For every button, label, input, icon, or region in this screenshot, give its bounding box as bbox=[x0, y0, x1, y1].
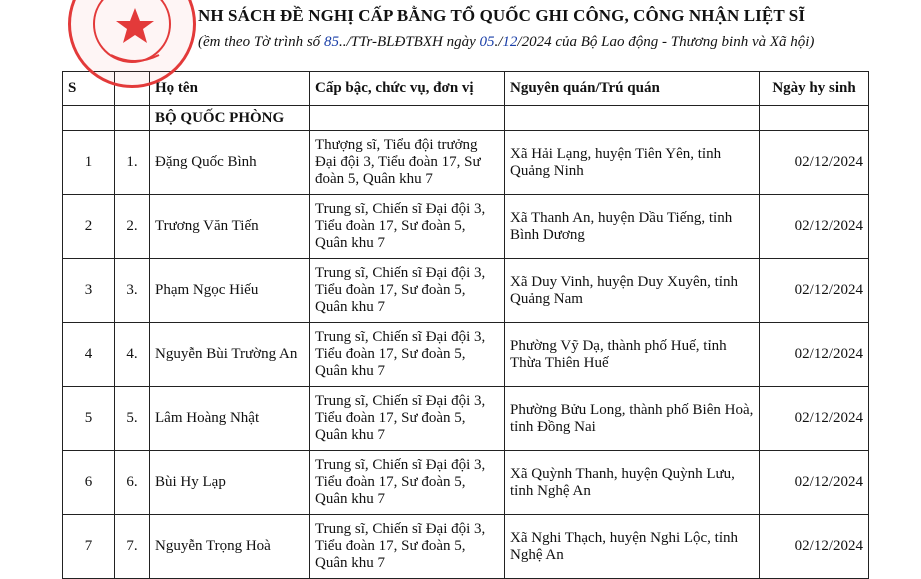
cell-rank: Trung sĩ, Chiến sĩ Đại đội 3, Tiểu đoàn 17, Sư đoàn 5, Quân khu 7 bbox=[310, 259, 505, 323]
cell-name: Lâm Hoàng Nhật bbox=[150, 387, 310, 451]
list-table bbox=[62, 71, 869, 579]
group-cell-date bbox=[760, 106, 869, 131]
cell-date: 02/12/2024 bbox=[760, 323, 869, 387]
handwritten-month: 12 bbox=[502, 34, 518, 50]
cell-origin: Xã Hải Lạng, huyện Tiên Yên, tỉnh Quảng Ninh bbox=[505, 131, 760, 195]
cell-no: 2. bbox=[115, 195, 150, 259]
cell-no: 7. bbox=[115, 515, 150, 579]
cell-rank: Trung sĩ, Chiến sĩ Đại đội 3, Tiểu đoàn 17, Sư đoàn 5, Quân khu 7 bbox=[310, 387, 505, 451]
table-row bbox=[63, 131, 869, 195]
cell-no: 5. bbox=[115, 387, 150, 451]
cell-origin: Phường Vỹ Dạ, thành phố Huế, tỉnh Thừa Thiên Huế bbox=[505, 323, 760, 387]
cell-stt: 7 bbox=[63, 515, 115, 579]
cell-name: Đặng Quốc Bình bbox=[150, 131, 310, 195]
table-row bbox=[63, 323, 869, 387]
cell-date: 02/12/2024 bbox=[760, 387, 869, 451]
table-row bbox=[63, 195, 869, 259]
list-table-wrapper bbox=[62, 71, 874, 571]
cell-origin: Xã Quỳnh Thanh, huyện Quỳnh Lưu, tỉnh Nghệ An bbox=[505, 451, 760, 515]
red-seal-stamp bbox=[68, 0, 196, 88]
cell-rank: Trung sĩ, Chiến sĩ Đại đội 3, Tiểu đoàn 17, Sư đoàn 5, Quân khu 7 bbox=[310, 451, 505, 515]
cell-name: Phạm Ngọc Hiếu bbox=[150, 259, 310, 323]
cell-name: Nguyễn Trọng Hoà bbox=[150, 515, 310, 579]
cell-stt: 6 bbox=[63, 451, 115, 515]
seal-star-icon bbox=[71, 0, 199, 91]
cell-stt: 2 bbox=[63, 195, 115, 259]
cell-date: 02/12/2024 bbox=[760, 515, 869, 579]
handwritten-day: 05 bbox=[479, 34, 495, 50]
cell-date: 02/12/2024 bbox=[760, 451, 869, 515]
cell-origin: Xã Nghi Thạch, huyện Nghi Lộc, tỉnh Nghệ An bbox=[505, 515, 760, 579]
cell-origin: Xã Thanh An, huyện Dầu Tiếng, tỉnh Bình Dương bbox=[505, 195, 760, 259]
cell-rank: Trung sĩ, Chiến sĩ Đại đội 3, Tiểu đoàn 17, Sư đoàn 5, Quân khu 7 bbox=[310, 195, 505, 259]
col-header-rank: Cấp bậc, chức vụ, đơn vị bbox=[310, 72, 505, 106]
subtitle-mid: /TTr-BLĐTBXH ngày bbox=[346, 34, 476, 50]
group-row bbox=[63, 106, 869, 131]
group-cell-no bbox=[115, 106, 150, 131]
cell-no: 1. bbox=[115, 131, 150, 195]
group-cell-origin bbox=[505, 106, 760, 131]
table-row bbox=[63, 259, 869, 323]
col-header-date: Ngày hy sinh bbox=[760, 72, 869, 106]
cell-date: 02/12/2024 bbox=[760, 195, 869, 259]
document-subtitle: (ềm theo Tờ trình số 85../TTr-BLĐTBXH ngày 05./12/2024 của Bộ Lao động - Thương binh và Xã hội) bbox=[198, 34, 815, 50]
document-title: NH SÁCH ĐỀ NGHỊ CẤP BẰNG TỔ QUỐC GHI CÔNG, CÔNG NHẬN LIỆT SĨ bbox=[198, 6, 806, 25]
cell-date: 02/12/2024 bbox=[760, 259, 869, 323]
cell-origin: Phường Bửu Long, thành phố Biên Hoà, tỉnh Đồng Nai bbox=[505, 387, 760, 451]
cell-stt: 3 bbox=[63, 259, 115, 323]
cell-rank: Trung sĩ, Chiến sĩ Đại đội 3, Tiểu đoàn 17, Sư đoàn 5, Quân khu 7 bbox=[310, 515, 505, 579]
cell-date: 02/12/2024 bbox=[760, 131, 869, 195]
col-header-stt: S bbox=[63, 72, 115, 106]
cell-name: Nguyễn Bùi Trường An bbox=[150, 323, 310, 387]
cell-name: Trương Văn Tiến bbox=[150, 195, 310, 259]
subtitle-prefix: ềm theo Tờ trình số bbox=[203, 34, 321, 50]
cell-origin: Xã Duy Vinh, huyện Duy Xuyên, tỉnh Quảng Nam bbox=[505, 259, 760, 323]
cell-stt: 4 bbox=[63, 323, 115, 387]
cell-rank: Thượng sĩ, Tiểu đội trưởng Đại đội 3, Tiểu đoàn 17, Sư đoàn 5, Quân khu 7 bbox=[310, 131, 505, 195]
group-label: BỘ QUỐC PHÒNG bbox=[150, 106, 310, 131]
subtitle-suffix: /2024 của Bộ Lao động - Thương binh và Xã hội) bbox=[517, 34, 815, 50]
col-header-origin: Nguyên quán/Trú quán bbox=[505, 72, 760, 106]
cell-no: 4. bbox=[115, 323, 150, 387]
table-row bbox=[63, 515, 869, 579]
table-row bbox=[63, 387, 869, 451]
handwritten-number: 85 bbox=[323, 34, 339, 50]
table-row bbox=[63, 451, 869, 515]
cell-no: 3. bbox=[115, 259, 150, 323]
cell-stt: 5 bbox=[63, 387, 115, 451]
group-cell-rank bbox=[310, 106, 505, 131]
cell-rank: Trung sĩ, Chiến sĩ Đại đội 3, Tiểu đoàn 17, Sư đoàn 5, Quân khu 7 bbox=[310, 323, 505, 387]
cell-name: Bùi Hy Lạp bbox=[150, 451, 310, 515]
group-cell-stt bbox=[63, 106, 115, 131]
cell-no: 6. bbox=[115, 451, 150, 515]
cell-stt: 1 bbox=[63, 131, 115, 195]
col-header-name: Họ tên bbox=[150, 72, 310, 106]
